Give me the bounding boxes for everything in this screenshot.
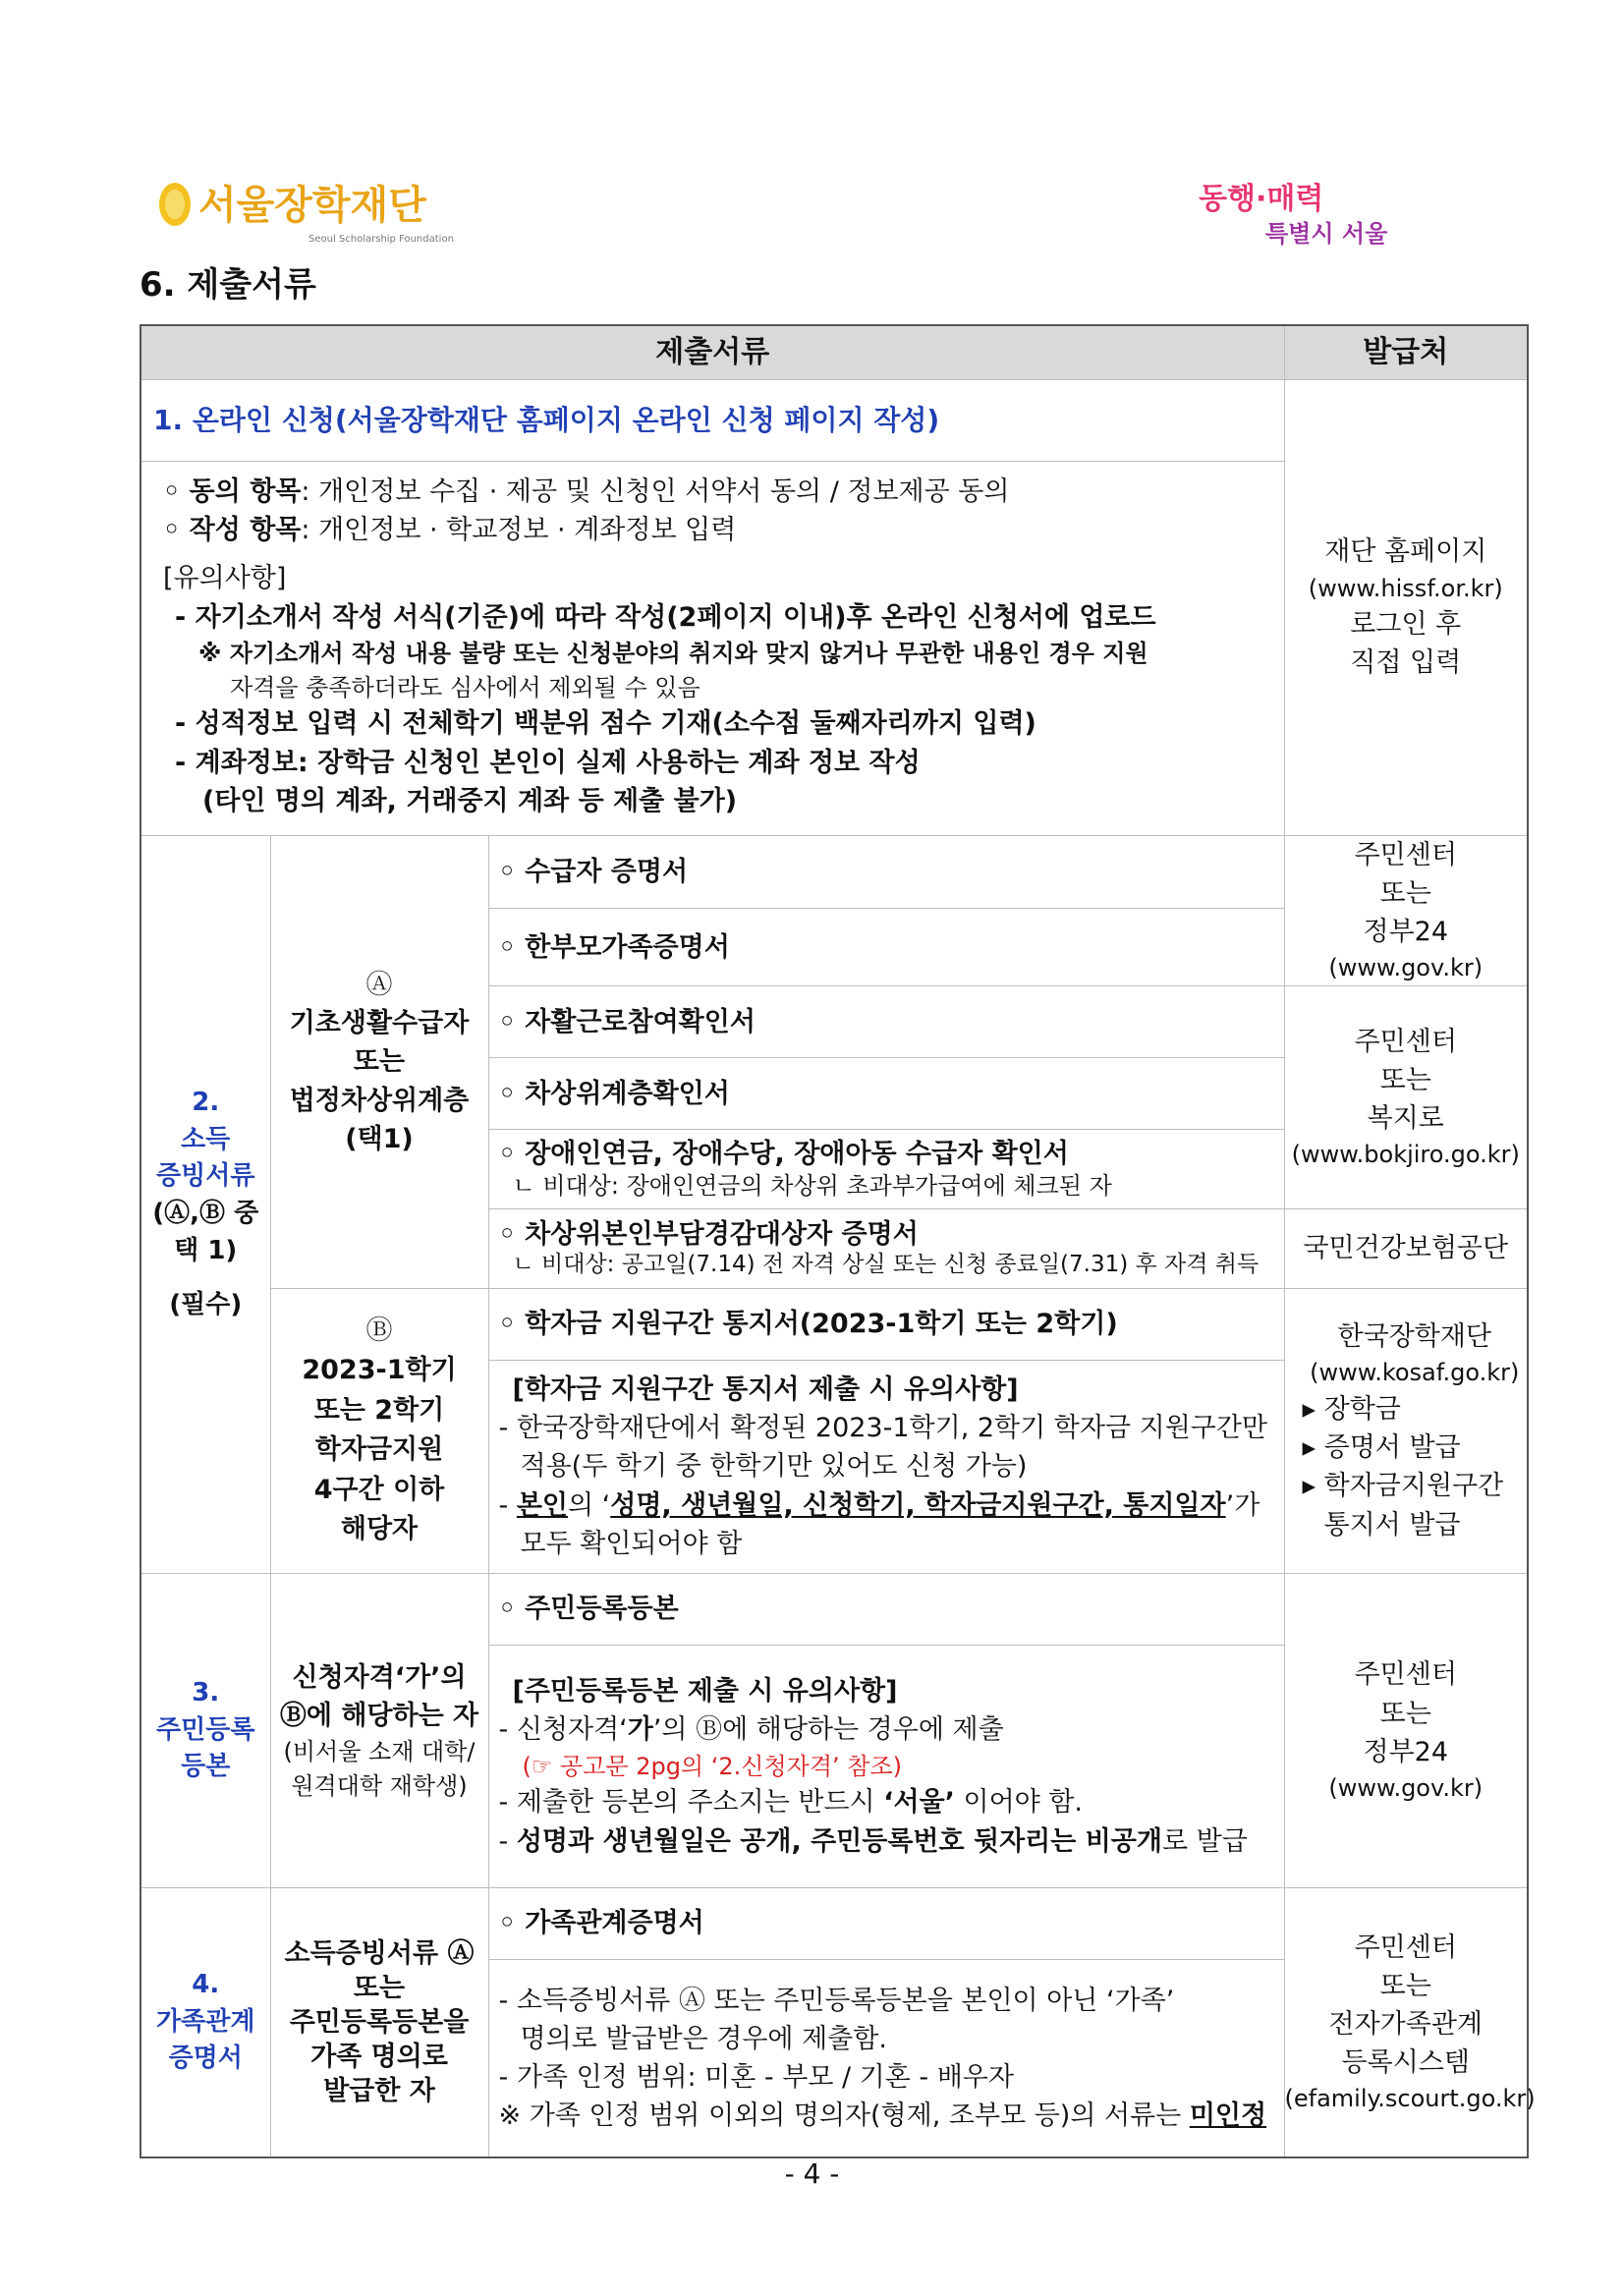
s1-issuer — [1284, 380, 1528, 836]
s2-issuer-a3: 국민건강보험공단 — [1284, 1208, 1528, 1288]
s4-label-line: 가족관계 — [156, 2006, 255, 2037]
s2-label-line: 2. — [192, 1087, 220, 1117]
page-number: - 4 - — [784, 2157, 840, 2190]
s1-note-2: - 성적정보 입력 시 전체학기 백분위 점수 기재(소수점 둘째자리까지 입력) — [175, 708, 1036, 740]
caution-line: 적용(두 학기 중 한학기만 있어도 신청 가능) — [520, 1451, 1028, 1483]
caution-line: - 가족 인정 범위: 미혼 - 부모 / 기혼 - 배우자 — [498, 2061, 1014, 2093]
plain: ’의 Ⓑ에 해당하는 경우에 제출 — [652, 1714, 1004, 1746]
doc-tuition-bracket-notice: ◦ 학자금 지원구간 통지서(2023-1학기 또는 2학기) — [488, 1288, 1284, 1360]
b-line: 2023-1학기 — [302, 1355, 457, 1386]
dash: - — [498, 1489, 517, 1521]
caution-line-2 — [499, 1783, 1274, 1821]
issuer-line: 전자가족관계 — [1328, 2009, 1483, 2041]
a-line: (택1) — [345, 1123, 414, 1154]
s1-note-3-sub: (타인 명의 계좌, 거래중지 계좌 등 제출 불가) — [202, 785, 738, 816]
reference-note: (☞ 공고문 2pg의 ‘2.신청자격’ 참조) — [522, 1752, 902, 1780]
b-line: 해당자 — [340, 1514, 419, 1545]
s4-label-line: 증명서 — [168, 2044, 243, 2074]
caution-line: - 소득증빙서류 Ⓐ 또는 주민등록등본을 본인이 아닌 ‘가족’ — [498, 1985, 1175, 2016]
caution-title: [학자금 지원구간 통지서 제출 시 유의사항] — [512, 1374, 1019, 1406]
doc-note: ㄴ 비대상: 장애인연금의 차상위 초과부가급여에 체크된 자 — [512, 1171, 1112, 1200]
issuer-line: ▸ 학자금지원구간 — [1302, 1471, 1504, 1502]
emph: 본인 — [516, 1489, 568, 1521]
issuer-line: 등록시스템 — [1341, 2047, 1470, 2079]
s1-note-1: - 자기소개서 작성 서식(기준)에 따라 작성(2페이지 이내)후 온라인 신청서에 업로드 — [175, 601, 1156, 633]
caution-line: - 한국장학재단에서 확정된 2023-1학기, 2학기 학자금 지원구간만 — [498, 1413, 1268, 1444]
consent-text: : 개인정보 수집 · 제공 및 신청인 서약서 동의 / 정보제공 동의 — [301, 476, 1010, 508]
issuer-line: (www.gov.kr) — [1328, 954, 1484, 982]
s1-note-1-sub: ※ 자기소개서 작성 내용 불량 또는 신청분야의 취지와 맞지 않거나 무관한 내용인 경우 지원 — [198, 639, 1148, 667]
issuer-line: 정부24 — [1363, 917, 1449, 948]
q-line: 발급한 자 — [323, 2076, 435, 2107]
b-line: 학자금지원 — [314, 1434, 444, 1466]
b-line: 또는 2학기 — [313, 1394, 445, 1426]
doc-title: ◦ 차상위본인부담경감대상자 증명서 — [498, 1218, 919, 1250]
s2-label-line: 증빙서류 — [156, 1161, 255, 1192]
issuer-line: 한국장학재단 — [1337, 1321, 1491, 1353]
issuer-line: 주민센터 — [1354, 1026, 1457, 1057]
doc-disability-benefit — [488, 1130, 1284, 1209]
s2-b-qualifier — [270, 1288, 488, 1573]
b-line: 4구간 이하 — [313, 1474, 445, 1505]
plain: - 신청자격‘ — [498, 1714, 628, 1746]
issuer-line: 주민센터 — [1354, 1932, 1457, 1963]
s1-note-3: - 계좌정보: 장학금 신청인 본인이 실제 사용하는 계좌 정보 작성 — [175, 747, 921, 778]
caution-line-3 — [499, 1822, 1274, 1861]
svg-text:특별시 서울: 특별시 서울 — [1265, 220, 1388, 248]
emph: ‘서울’ — [883, 1787, 955, 1819]
s2-issuer-a2 — [1284, 986, 1528, 1209]
issuer-line: 정부24 — [1363, 1736, 1449, 1767]
s2-issuer-a1 — [1284, 836, 1528, 986]
issuer-line: (www.gov.kr) — [1328, 1773, 1484, 1802]
q-line: Ⓑ에 해당하는 자 — [279, 1700, 479, 1731]
issuer-line: 또는 — [1379, 878, 1431, 910]
caution-title: [주민등록등본 제출 시 유의사항] — [512, 1676, 898, 1708]
emph: 가 — [627, 1714, 653, 1746]
emph: 성명, 생년월일, 신청학기, 학자금지원구간, 통지일자 — [610, 1489, 1226, 1521]
q-line: 주민등록등본을 — [289, 2006, 470, 2038]
q-line: 가족 명의로 — [310, 2042, 448, 2073]
issuer-line: 통지서 발급 — [1323, 1509, 1461, 1540]
s3-row-1 — [140, 1573, 1528, 1645]
table-header-row — [140, 325, 1528, 380]
s2-label-line: (필수) — [169, 1290, 243, 1320]
s1-title-row — [140, 380, 1528, 462]
svg-text:동행·매력: 동행·매력 — [1199, 182, 1324, 216]
issuer-line: 또는 — [1379, 1698, 1431, 1729]
s2-b-caution — [488, 1360, 1284, 1573]
issuer-line: 직접 입력 — [1350, 647, 1462, 679]
a-line: 법정차상위계층 — [289, 1085, 470, 1116]
s2-issuer-b — [1284, 1288, 1528, 1573]
caution-line-1 — [499, 1710, 1274, 1749]
s4-qualifier — [270, 1887, 488, 2157]
issuer-line: ▸ 장학금 — [1302, 1394, 1401, 1426]
q-line: (비서울 소재 대학/ — [283, 1737, 476, 1765]
plain: ※ 가족 인정 범위 이외의 명의자(형제, 조부모 등)의 서류는 — [498, 2100, 1190, 2132]
issuer-line: 또는 — [1379, 1970, 1431, 2001]
doc-resident-registration: ◦ 주민등록등본 — [488, 1573, 1284, 1645]
issuer-line: (efamily.scourt.go.kr) — [1284, 2085, 1536, 2113]
seoul-scholarship-foundation-logo — [151, 167, 476, 246]
section-title: 6. 제출서류 — [140, 265, 316, 305]
s4-issuer — [1284, 1887, 1536, 2157]
s3-label — [140, 1573, 270, 1887]
plain: - 제출한 등본의 주소지는 반드시 — [498, 1787, 884, 1819]
header-documents: 제출서류 — [140, 325, 1284, 380]
issuer-line: 주민센터 — [1354, 840, 1457, 870]
s3-caution — [488, 1645, 1284, 1887]
issuer-line: (www.bokjiro.go.kr) — [1291, 1141, 1520, 1169]
plain: 이어야 함. — [954, 1787, 1083, 1819]
s4-label — [140, 1887, 270, 2157]
s4-caution — [488, 1959, 1284, 2157]
s3-label-line: 주민등록 — [156, 1714, 255, 1745]
doc-single-parent-certificate: ◦ 한부모가족증명서 — [488, 909, 1284, 986]
issuer-line: (www.kosaf.go.kr) — [1310, 1359, 1520, 1387]
s2-label-line: 택 1) — [174, 1235, 238, 1265]
emph: 성명과 생년월일은 공개, 주민등록번호 뒷자리는 비공개 — [516, 1825, 1162, 1857]
b-mark: Ⓑ — [365, 1315, 393, 1346]
plain: 의 ‘ — [568, 1489, 611, 1521]
s1-notice-title: [유의사항] — [163, 563, 287, 594]
plain: 로 발급 — [1161, 1825, 1248, 1857]
write-text: : 개인정보 · 학교정보 · 계좌정보 입력 — [301, 515, 737, 546]
issuer-line: 재단 홈페이지 — [1324, 536, 1487, 568]
header-issuer: 발급처 — [1284, 325, 1528, 380]
s2-label-line: 소득 — [181, 1124, 231, 1154]
doc-title: ◦ 장애인연금, 장애수당, 장애아동 수급자 확인서 — [498, 1139, 1069, 1170]
plain: ’가 — [1225, 1489, 1260, 1521]
consent-label: ◦ 동의 항목 — [163, 476, 302, 508]
s2-label — [140, 836, 270, 1574]
issuer-line: 주민센터 — [1354, 1659, 1457, 1691]
s3-label-line: 등본 — [181, 1752, 231, 1782]
s3-qualifier — [270, 1573, 488, 1887]
a-mark: Ⓐ — [365, 970, 393, 1001]
svg-text:Seoul Scholarship Foundation: Seoul Scholarship Foundation — [308, 234, 454, 245]
svg-text:서울장학재단: 서울장학재단 — [198, 183, 426, 228]
write-label: ◦ 작성 항목 — [163, 515, 302, 546]
plain: - — [498, 1825, 517, 1857]
doc-recipient-certificate: ◦ 수급자 증명서 — [488, 836, 1284, 909]
s1-consent-line — [153, 473, 1272, 511]
caution-line-3 — [499, 2097, 1274, 2135]
a-line: 기초생활수급자 — [289, 1008, 470, 1039]
doc-note: ㄴ 비대상: 공고일(7.14) 전 자격 상실 또는 신청 종료일(7.31) 후 자격 취득 — [512, 1252, 1260, 1278]
caution-line: 모두 확인되어야 함 — [520, 1528, 743, 1559]
caution-line-2 — [499, 1486, 1274, 1525]
q-line: 원격대학 재학생) — [291, 1771, 468, 1800]
doc-copay-reduction — [488, 1208, 1284, 1288]
s2-row-1 — [140, 836, 1528, 909]
q-line: 또는 — [353, 1972, 406, 2003]
emph: 미인정 — [1189, 2100, 1267, 2132]
s1-title: 1. 온라인 신청(서울장학재단 홈페이지 온라인 신청 페이지 작성) — [140, 380, 1284, 462]
q-line: 신청자격‘가’의 — [292, 1661, 467, 1693]
doc-family-relation-certificate: ◦ 가족관계증명서 — [488, 1887, 1284, 1959]
s4-label-line: 4. — [192, 1969, 220, 1999]
s1-note-1-sub2: 자격을 충족하더라도 심사에서 제외될 수 있음 — [230, 673, 700, 701]
issuer-line: 또는 — [1379, 1065, 1431, 1096]
s3-label-line: 3. — [192, 1677, 220, 1708]
issuer-line: (www.hissf.or.kr) — [1308, 574, 1503, 602]
issuer-line: 복지로 — [1367, 1103, 1444, 1135]
s2-b-row-1 — [140, 1288, 1528, 1360]
doc-self-support-work: ◦ 자활근로참여확인서 — [488, 986, 1284, 1058]
s1-write-line — [153, 511, 1272, 549]
s1-body — [140, 462, 1284, 836]
s3-issuer — [1284, 1573, 1528, 1887]
issuer-line: 로그인 후 — [1350, 609, 1462, 641]
s2-label-line: (Ⓐ,Ⓑ 중 — [152, 1198, 259, 1228]
documents-table — [140, 324, 1536, 2158]
s4-row-1 — [140, 1887, 1528, 1959]
q-line: 소득증빙서류 Ⓐ — [284, 1937, 475, 1969]
doc-near-poverty-confirmation: ◦ 차상위계층확인서 — [488, 1058, 1284, 1130]
s2-a-qualifier — [270, 836, 488, 1289]
caution-line: 명의로 발급받은 경우에 제출함. — [520, 2023, 887, 2054]
issuer-line: ▸ 증명서 발급 — [1302, 1432, 1461, 1464]
seoul-city-slogan-logo — [1189, 173, 1405, 252]
page-header — [147, 157, 1523, 251]
a-line: 또는 — [353, 1046, 406, 1078]
